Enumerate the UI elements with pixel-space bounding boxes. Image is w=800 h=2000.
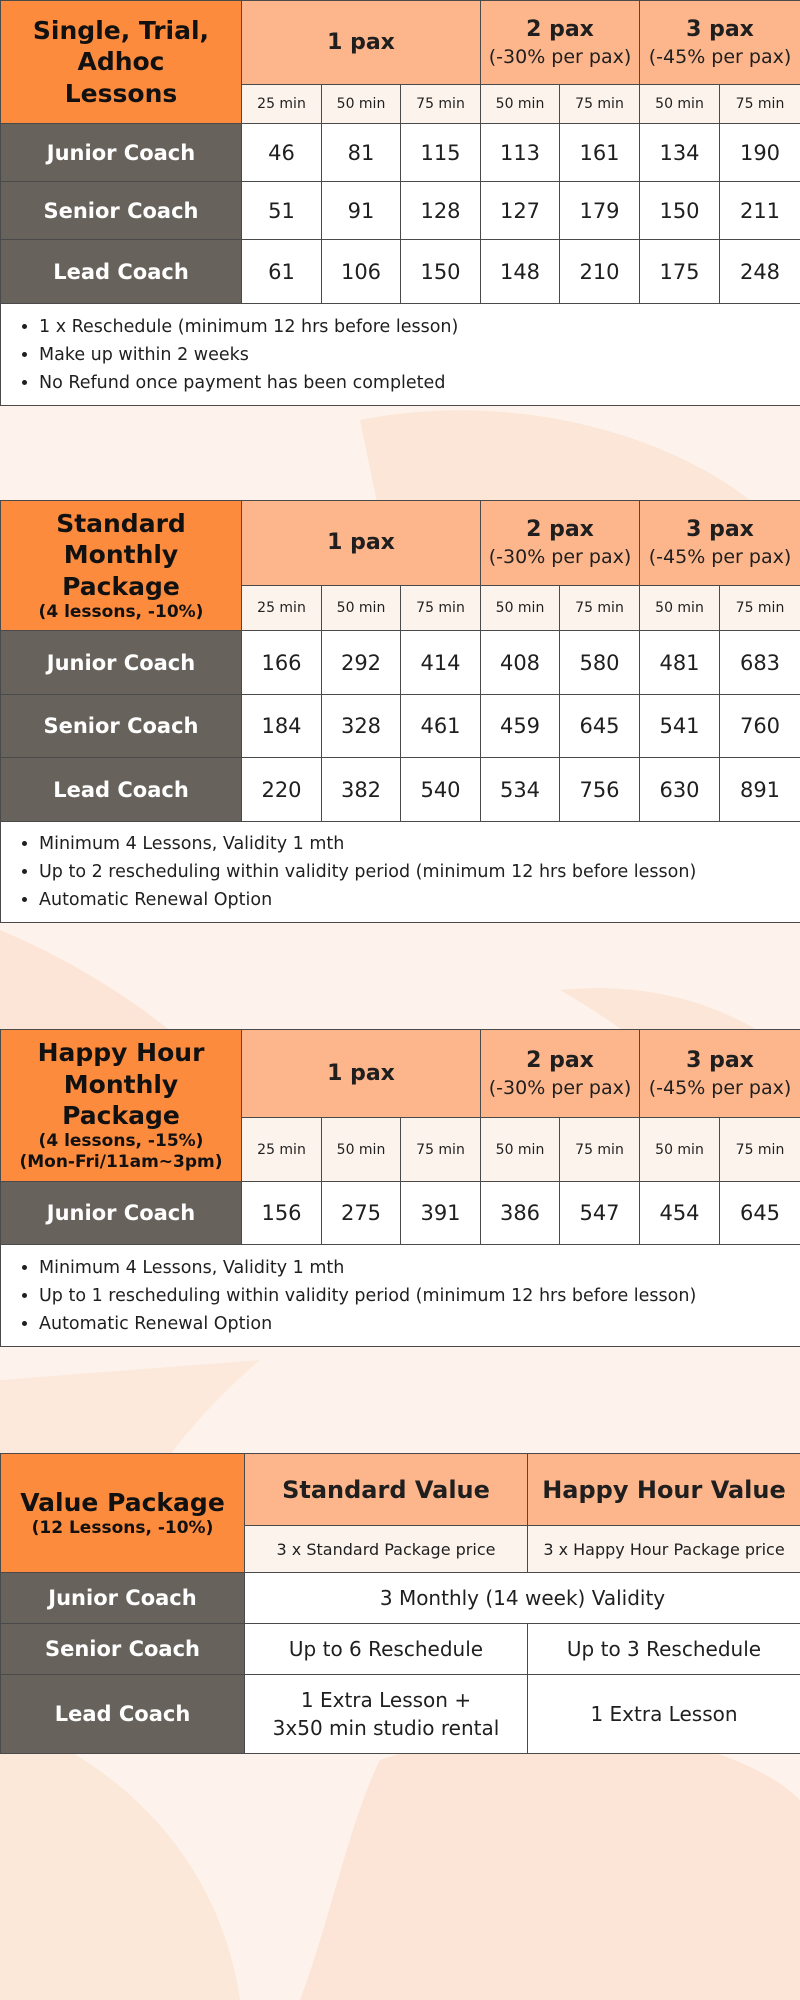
value-package-table [0,1453,800,1754]
duration-header: 75 min [720,1118,800,1182]
price-cell: 292 [322,631,401,695]
pax-1-header: 1 pax [242,1030,481,1118]
duration-header: 50 min [640,85,720,124]
price-cell: 115 [401,124,481,182]
price-cell: 46 [242,124,322,182]
price-cell: 382 [322,758,401,822]
price-cell: 113 [481,124,560,182]
coach-label: Junior Coach [1,631,242,695]
pax-3-header: 3 pax (-45% per pax) [640,1030,800,1118]
table-row [1,182,800,240]
duration-header: 75 min [401,586,481,631]
value-cell: Up to 3 Reschedule [528,1624,800,1675]
table-row [1,124,800,182]
coach-label: Senior Coach [1,1624,245,1675]
price-cell: 683 [720,631,800,695]
note-item: • Minimum 4 Lessons, Validity 1 mth [39,1254,800,1282]
table-title: Value Package (12 Lessons, -10%) [1,1454,245,1573]
price-cell: 541 [640,695,720,758]
price-cell: 150 [401,240,481,304]
duration-header: 50 min [322,85,401,124]
price-cell: 128 [401,182,481,240]
price-cell: 81 [322,124,401,182]
price-cell: 454 [640,1182,720,1245]
duration-header: 75 min [560,85,640,124]
standard-monthly-table [0,500,800,923]
price-cell: 148 [481,240,560,304]
price-cell: 461 [401,695,481,758]
price-cell: 645 [720,1182,800,1245]
coach-label: Junior Coach [1,124,242,182]
table-row [1,631,800,695]
table-row [1,1675,800,1754]
standard-value-header: Standard Value [245,1454,528,1526]
pax-2-header: 2 pax (-30% per pax) [481,1,640,85]
pax-1-header: 1 pax [242,501,481,586]
note-item: • No Refund once payment has been completed [39,369,800,397]
price-cell: 150 [640,182,720,240]
price-cell: 190 [720,124,800,182]
table-row [1,758,800,822]
table-title: Standard Monthly Package (4 lessons, -10%) [1,501,242,631]
price-cell: 91 [322,182,401,240]
price-cell: 210 [560,240,640,304]
duration-header: 75 min [720,85,800,124]
value-cell: 1 Extra Lesson [528,1675,800,1754]
single-trial-section [0,0,800,406]
duration-header: 25 min [242,1118,322,1182]
happy-hour-table [0,1029,800,1347]
table-row [1,1624,800,1675]
price-cell: 386 [481,1182,560,1245]
price-cell: 61 [242,240,322,304]
price-cell: 328 [322,695,401,758]
note-item: • Make up within 2 weeks [39,341,800,369]
coach-label: Lead Coach [1,1675,245,1754]
single-trial-table [0,0,800,406]
price-cell: 408 [481,631,560,695]
price-cell: 220 [242,758,322,822]
happy-hour-section [0,1029,800,1347]
coach-label: Junior Coach [1,1573,245,1624]
duration-header: 75 min [720,586,800,631]
validity-cell: 3 Monthly (14 week) Validity [245,1573,800,1624]
price-cell: 891 [720,758,800,822]
price-cell: 756 [560,758,640,822]
price-cell: 459 [481,695,560,758]
terms-notes [1,1245,800,1347]
coach-label: Senior Coach [1,182,242,240]
value-cell: 1 Extra Lesson + 3x50 min studio rental [245,1675,528,1754]
duration-header: 50 min [640,586,720,631]
table-title: Happy Hour Monthly Package (4 lessons, -15%) (Mon-Fri/11am~3pm) [1,1030,242,1182]
standard-monthly-section [0,500,800,923]
price-cell: 760 [720,695,800,758]
price-cell: 391 [401,1182,481,1245]
happy-hour-value-header: Happy Hour Value [528,1454,800,1526]
price-cell: 547 [560,1182,640,1245]
note-item: • Up to 2 rescheduling within validity period (minimum 12 hrs before lesson) [39,858,800,886]
table-row [1,695,800,758]
price-cell: 630 [640,758,720,822]
price-cell: 534 [481,758,560,822]
happy-hour-price-note: 3 x Happy Hour Package price [528,1526,800,1573]
coach-label: Lead Coach [1,758,242,822]
price-cell: 175 [640,240,720,304]
duration-header: 25 min [242,85,322,124]
price-cell: 179 [560,182,640,240]
coach-label: Lead Coach [1,240,242,304]
price-cell: 540 [401,758,481,822]
note-item: • Automatic Renewal Option [39,1310,800,1338]
pax-3-header: 3 pax (-45% per pax) [640,501,800,586]
duration-header: 75 min [401,85,481,124]
value-cell: Up to 6 Reschedule [245,1624,528,1675]
price-cell: 161 [560,124,640,182]
price-cell: 248 [720,240,800,304]
coach-label: Senior Coach [1,695,242,758]
duration-header: 50 min [640,1118,720,1182]
table-row [1,1182,800,1245]
duration-header: 50 min [322,1118,401,1182]
price-cell: 211 [720,182,800,240]
price-cell: 156 [242,1182,322,1245]
note-item: • Automatic Renewal Option [39,886,800,914]
price-cell: 580 [560,631,640,695]
standard-price-note: 3 x Standard Package price [245,1526,528,1573]
table-row [1,240,800,304]
duration-header: 50 min [322,586,401,631]
pax-1-header: 1 pax [242,1,481,85]
duration-header: 50 min [481,586,560,631]
note-item: • 1 x Reschedule (minimum 12 hrs before lesson) [39,313,800,341]
price-cell: 127 [481,182,560,240]
pax-2-header: 2 pax (-30% per pax) [481,1030,640,1118]
duration-header: 25 min [242,586,322,631]
pax-2-header: 2 pax (-30% per pax) [481,501,640,586]
terms-notes [1,822,800,923]
duration-header: 75 min [560,1118,640,1182]
price-cell: 134 [640,124,720,182]
duration-header: 75 min [560,586,640,631]
price-cell: 645 [560,695,640,758]
duration-header: 50 min [481,1118,560,1182]
price-cell: 275 [322,1182,401,1245]
note-item: • Minimum 4 Lessons, Validity 1 mth [39,830,800,858]
price-cell: 481 [640,631,720,695]
pax-3-header: 3 pax (-45% per pax) [640,1,800,85]
table-row [1,1573,800,1624]
table-title: Single, Trial, Adhoc Lessons [1,1,242,124]
price-cell: 51 [242,182,322,240]
price-cell: 414 [401,631,481,695]
price-cell: 106 [322,240,401,304]
coach-label: Junior Coach [1,1182,242,1245]
price-cell: 184 [242,695,322,758]
duration-header: 50 min [481,85,560,124]
value-package-section [0,1453,800,1754]
terms-notes [1,304,800,406]
duration-header: 75 min [401,1118,481,1182]
note-item: • Up to 1 rescheduling within validity period (minimum 12 hrs before lesson) [39,1282,800,1310]
price-cell: 166 [242,631,322,695]
